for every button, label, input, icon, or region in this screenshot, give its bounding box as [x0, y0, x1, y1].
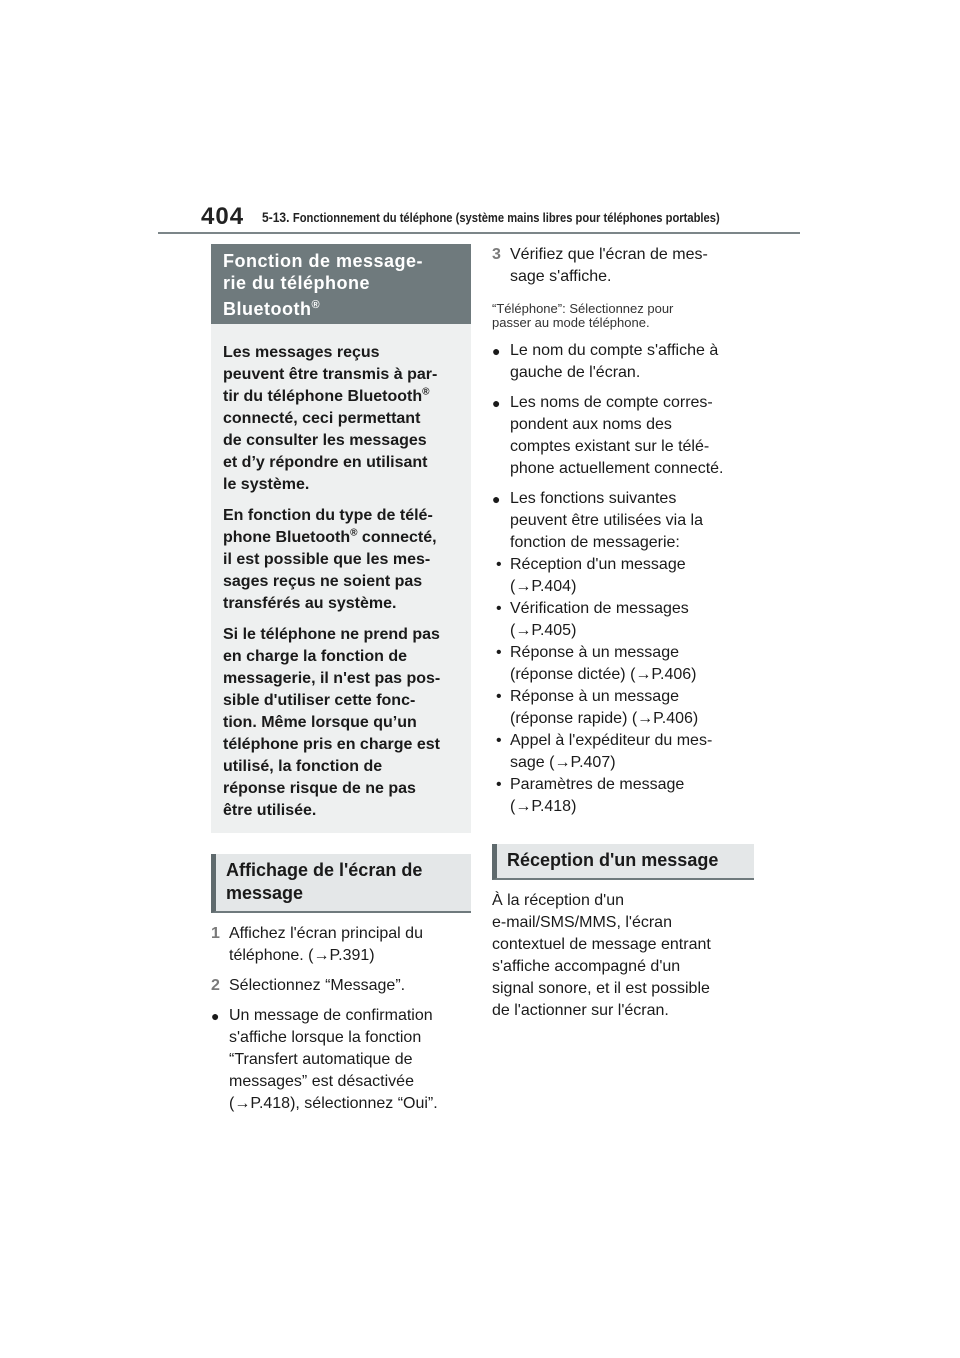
bullet-icon: ●	[492, 395, 501, 411]
text-line: s'affiche lorsque la fonction	[229, 1029, 422, 1046]
text-line: il est possible que les mes-	[223, 551, 431, 568]
bullet-icon: •	[496, 644, 502, 661]
text-line: phone Bluetooth	[223, 529, 351, 546]
receiving-description	[492, 890, 754, 1022]
text-line: sible d'utiliser cette fonc-	[223, 692, 416, 709]
page-reference: sage (→P.407)	[510, 754, 616, 771]
text-line: Réponse à un message	[510, 644, 679, 661]
text-line: Les messages reçus	[223, 344, 380, 361]
intro-paragraph-1	[223, 342, 459, 496]
step-number: 3	[492, 246, 501, 263]
text-line: en charge la fonction de	[223, 648, 408, 665]
step-3	[492, 244, 754, 288]
registered-mark: ®	[311, 299, 321, 311]
text-line: “Téléphone”: Sélectionnez pour	[492, 301, 674, 316]
phone-mode-note	[492, 302, 754, 330]
text-line: peuvent être transmis à par-	[223, 366, 438, 383]
registered-mark: ®	[422, 386, 430, 398]
text-line: réponse risque de ne pas	[223, 780, 416, 797]
text-line: fonction de messagerie:	[510, 534, 680, 551]
left-column	[211, 244, 471, 1115]
text-line: Vérifiez que l'écran de mes-	[510, 246, 708, 263]
text-line: être utilisée.	[223, 802, 317, 819]
step-2	[211, 975, 471, 997]
intro-box	[211, 324, 471, 833]
subitem-reply-quick	[492, 686, 754, 730]
header-rule	[158, 232, 800, 234]
text-line: En fonction du type de télé-	[223, 507, 433, 524]
bullet-icon: ●	[492, 491, 501, 507]
text-line: messagerie, il n'est pas pos-	[223, 670, 441, 687]
bullet-icon: •	[496, 776, 502, 793]
text-line: “Transfert automatique de	[229, 1051, 413, 1068]
text-line: pondent aux noms des	[510, 416, 672, 433]
text-line: peuvent être utilisées via la	[510, 512, 703, 529]
bullet-icon: •	[496, 732, 502, 749]
text-line: Les noms de compte corres-	[510, 394, 713, 411]
text-line: e-mail/SMS/MMS, l'écran	[492, 914, 672, 931]
step-number: 2	[211, 977, 220, 994]
section-title-message-screen	[211, 854, 471, 913]
bullet-icon: •	[496, 556, 502, 573]
text-line: utilisé, la fonction de	[223, 758, 383, 775]
text-line: signal sonore, et il est possible	[492, 980, 710, 997]
registered-mark: ®	[350, 527, 358, 539]
step-1	[211, 923, 471, 967]
subitem-check	[492, 598, 754, 642]
subitem-call-sender	[492, 730, 754, 774]
text-line: connecté, ceci permettant	[223, 410, 421, 427]
text-line: comptes existant sur le télé-	[510, 438, 710, 455]
bullet-account-names	[492, 392, 754, 480]
text-line: Vérification de messages	[510, 600, 689, 617]
text-line: Le nom du compte s'affiche à	[510, 342, 719, 359]
title-line: message	[226, 883, 304, 903]
title-line: Fonction de message-	[223, 251, 424, 271]
page-reference: (réponse rapide) (→P.406)	[510, 710, 699, 727]
page-reference: (→P.405)	[510, 622, 577, 639]
bullet-icon: ●	[492, 343, 501, 359]
text-line: phone actuellement connecté.	[510, 460, 724, 477]
text-line: Un message de confirmation	[229, 1007, 433, 1024]
section-title-receiving	[492, 844, 754, 880]
text-line: transférés au système.	[223, 595, 397, 612]
page-number: 404	[201, 203, 245, 230]
header-title	[262, 209, 720, 225]
subitem-settings	[492, 774, 754, 818]
page-reference: (→P.404)	[510, 578, 577, 595]
bullet-icon: •	[496, 600, 502, 617]
text-line: s'affiche accompagné d'un	[492, 958, 681, 975]
right-column	[492, 244, 754, 1022]
bullet-confirmation	[211, 1005, 471, 1115]
title-line: rie du téléphone	[223, 273, 371, 293]
text-line: téléphone. (→P.391)	[229, 947, 375, 964]
title-line: Réception d'un message	[507, 850, 719, 870]
text-line: Les fonctions suivantes	[510, 490, 677, 507]
text-line: Si le téléphone ne prend pas	[223, 626, 440, 643]
text-line: Réponse à un message	[510, 688, 679, 705]
text-line: sage s'affiche.	[510, 268, 612, 285]
text-line: Appel à l'expéditeur du mes-	[510, 732, 713, 749]
text-line: et d’y répondre en utilisant	[223, 454, 428, 471]
text-line: de consulter les messages	[223, 432, 427, 449]
page-reference: (réponse dictée) (→P.406)	[510, 666, 697, 683]
text-line: (→P.418), sélectionnez “Oui”.	[229, 1095, 438, 1112]
text-line: de l'actionner sur l'écran.	[492, 1002, 669, 1019]
text-line: téléphone pris en charge est	[223, 736, 440, 753]
title-text: Bluetooth	[223, 299, 312, 319]
bullet-icon: ●	[211, 1008, 220, 1024]
text-line: À la réception d'un	[492, 892, 625, 909]
text-line: Réception d'un message	[510, 556, 686, 573]
bullet-account-name	[492, 340, 754, 384]
text-line: messages” est désactivée	[229, 1073, 414, 1090]
title-line: Affichage de l'écran de	[226, 860, 423, 880]
page-reference: (→P.418)	[510, 798, 577, 815]
chapter-title: Fonctionnement du téléphone (système mains libres pour téléphones portables)	[292, 210, 720, 225]
title-line	[223, 294, 459, 320]
section-title-bluetooth-messaging	[211, 244, 471, 324]
subitem-reply-dictated	[492, 642, 754, 686]
text-line: tion. Même lorsque qu’un	[223, 714, 417, 731]
step-number: 1	[211, 925, 220, 942]
text-line: Paramètres de message	[510, 776, 685, 793]
text-line: Sélectionnez “Message”.	[229, 977, 406, 994]
text-line: Affichez l'écran principal du	[229, 925, 423, 942]
subitem-receive	[492, 554, 754, 598]
bullet-icon: •	[496, 688, 502, 705]
text-line: tir du téléphone Bluetooth	[223, 388, 423, 405]
intro-paragraph-2	[223, 505, 459, 615]
section-number: 5-13.	[262, 209, 290, 225]
text-line: connecté,	[357, 529, 437, 546]
text-line: gauche de l'écran.	[510, 364, 641, 381]
text-line: le système.	[223, 476, 310, 493]
text-line: sages reçus ne soient pas	[223, 573, 423, 590]
intro-paragraph-3	[223, 624, 459, 822]
text-line: contextuel de message entrant	[492, 936, 711, 953]
text-line: passer au mode téléphone.	[492, 315, 650, 330]
bullet-functions	[492, 488, 754, 554]
